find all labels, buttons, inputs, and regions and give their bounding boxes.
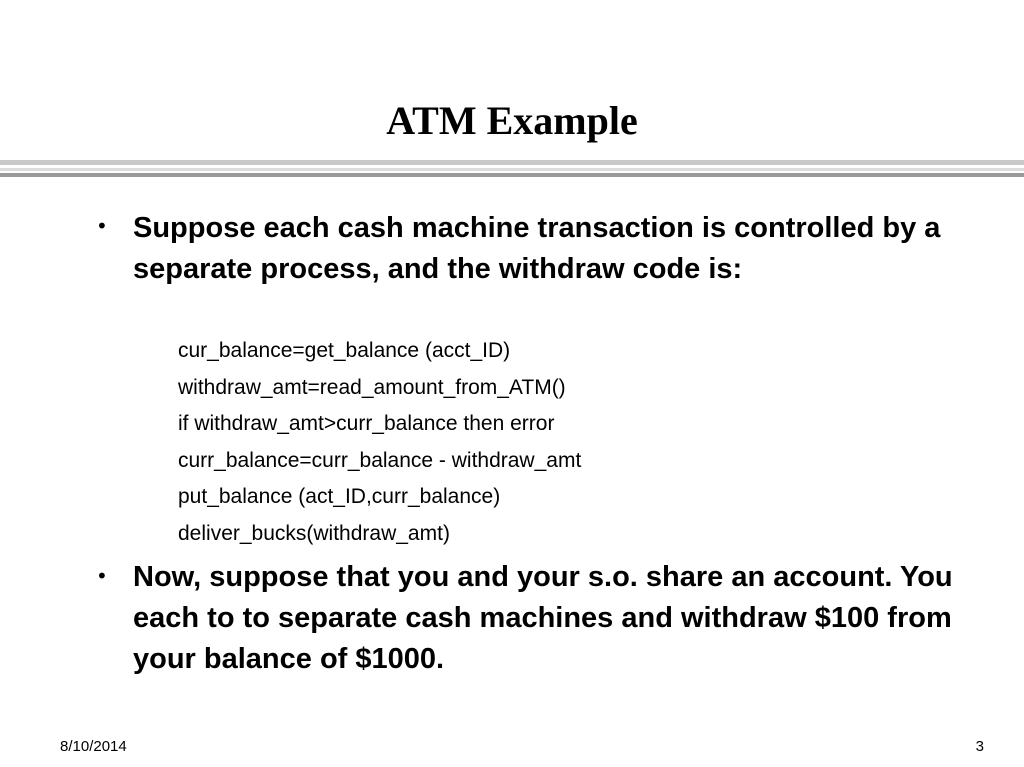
bullet-marker: • — [96, 564, 108, 588]
slide-title: ATM Example — [386, 98, 638, 143]
code-line: put_balance (act_ID,curr_balance) — [178, 485, 501, 508]
bullet-text-process-description: Suppose each cash machine transaction is controlled by a separate process, and the withdraw code is: — [133, 212, 941, 285]
code-line: deliver_bucks(withdraw_amt) — [178, 521, 450, 545]
code-line: if withdraw_amt>curr_balance then error — [178, 412, 555, 435]
code-line: cur_balance=get_balance (acct_ID) — [178, 339, 511, 362]
title-divider-bottom — [0, 173, 1024, 177]
footer-date: 8/10/2014 — [60, 738, 127, 755]
title-divider-top — [0, 160, 1024, 165]
withdraw-code-block — [178, 333, 581, 552]
bullet-marker: • — [96, 214, 108, 238]
code-line: withdraw_amt=read_amount_from_ATM() — [178, 375, 566, 399]
page-number: 3 — [975, 738, 984, 755]
title-divider-middle — [0, 168, 1024, 171]
bullet-text-shared-account: Now, suppose that you and your s.o. share an account. You each to to separate cash machines and withdraw $100 from your balance of $1000. — [133, 561, 953, 675]
code-line: curr_balance=curr_balance - withdraw_amt — [178, 448, 582, 472]
